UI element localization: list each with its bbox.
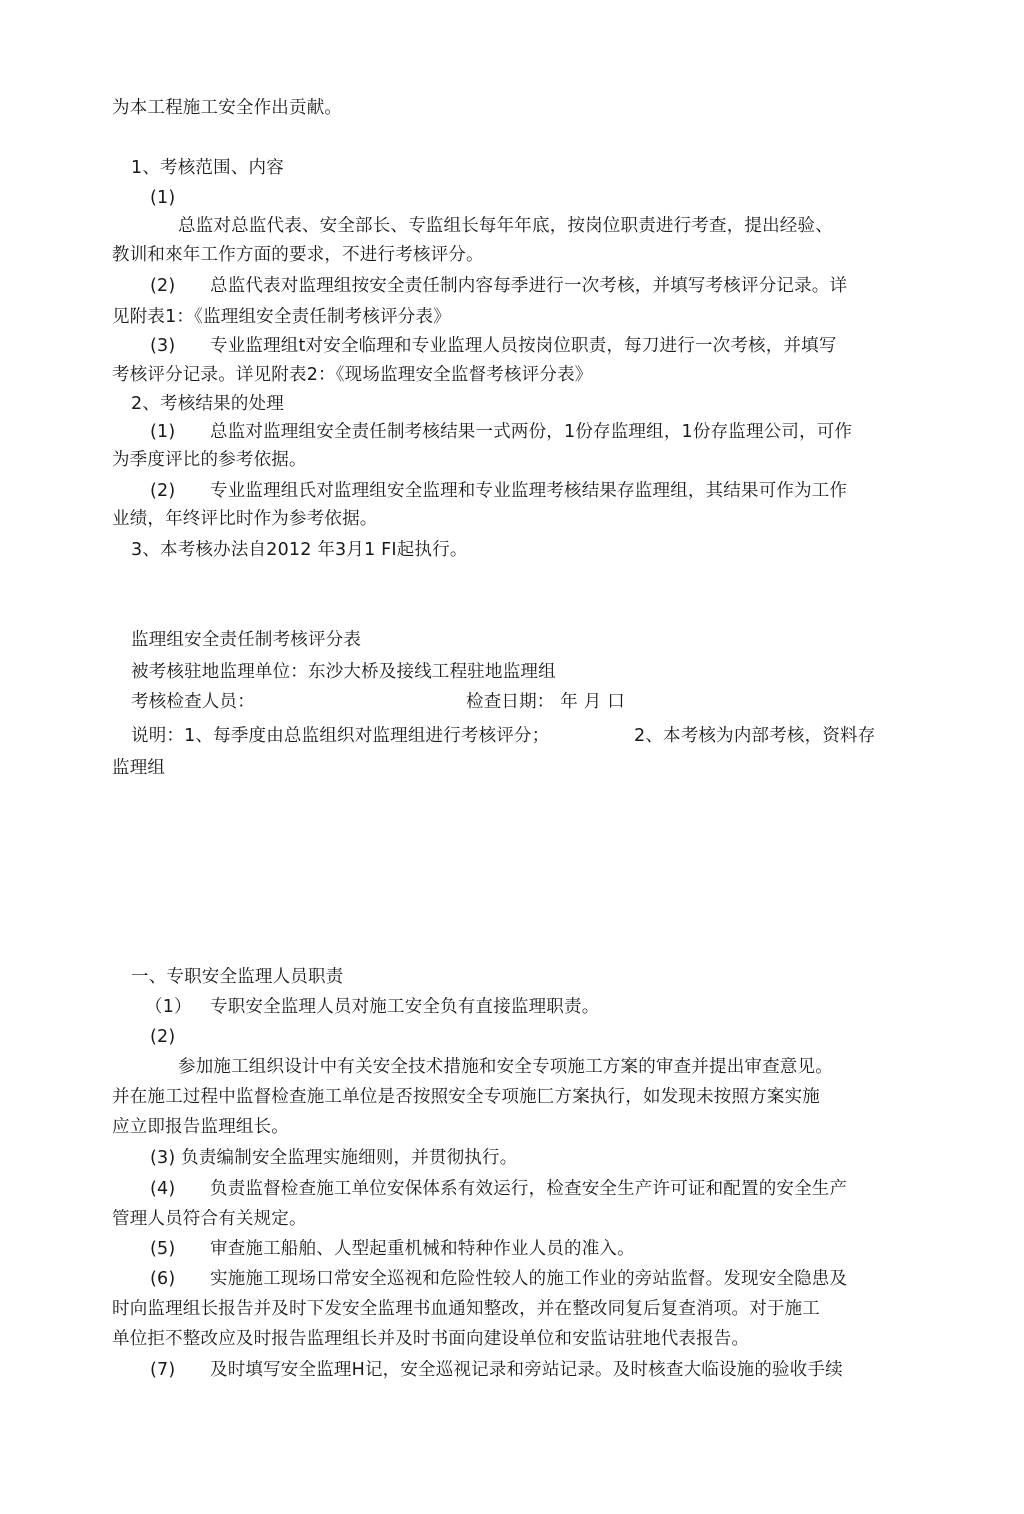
paragraph-line: 专职安全监理人员对施工安全负有直接监理职责。 bbox=[210, 997, 600, 1017]
item-number: (7) bbox=[150, 1360, 176, 1380]
form-date-label: 检查日期： 年 月 口 bbox=[466, 692, 625, 712]
paragraph-line: 专业监理组t对安全临理和专业监理人员按岗位职责，每刀进行一次考核，并填写 bbox=[210, 336, 837, 356]
paragraph-line: 实施施工现场口常安全巡视和危险性较人的施工作业的旁站监督。发现安全隐患及 bbox=[210, 1269, 848, 1289]
intro-tail-line: 为本工程施工安全作出贡献。 bbox=[112, 98, 343, 118]
paragraph-line: 专业监理组氏对监理组安全监理和专业监理考核结果存监理组，其结果可作为工作 bbox=[210, 481, 848, 501]
item-number: (3) bbox=[150, 336, 176, 356]
item-number: (2) bbox=[150, 276, 176, 296]
form-note-line: 说明：1、每季度由总监组织对监理组进行考核评分； bbox=[131, 726, 550, 746]
paragraph-line: 总监代表对监理组按安全责任制内容每季进行一次考核，并填写考核评分记录。详 bbox=[210, 276, 848, 296]
item-number: (4) bbox=[150, 1179, 176, 1199]
paragraph-line: 管理人员符合有关规定。 bbox=[112, 1209, 307, 1229]
form-unit-line: 被考核驻地监理单位：东沙大桥及接线工程驻地监理组 bbox=[131, 662, 556, 682]
paragraph-line: 并在施工过程中监督检查施工单位是否按照安全专项施匚方案执行，如发现未按照方案实施 bbox=[112, 1087, 820, 1107]
paragraph-line: 考核评分记录。详见附表2：《现场监理安全监督考核评分表》 bbox=[112, 365, 593, 385]
item-number: (1) bbox=[150, 188, 176, 208]
section-heading-results: 2、考核结果的处理 bbox=[131, 394, 284, 414]
paragraph-line: (3) 负责编制安全监理实施细则，并贯彻执行。 bbox=[150, 1148, 518, 1168]
paragraph-line: 为季度评比的参考依据。 bbox=[112, 450, 307, 470]
section-heading-scope: 1、考核范围、内容 bbox=[131, 158, 284, 178]
paragraph-line: 及时填写安全监理H记，安全巡视记录和旁站记录。及时核查大临设施的验收手续 bbox=[210, 1360, 843, 1380]
section-heading-duties: 一、专职安全监理人员职责 bbox=[131, 967, 344, 987]
paragraph-line: 见附表1：《监理组安全责任制考核评分表》 bbox=[112, 307, 451, 327]
paragraph-line: 教训和來年工作方面的要求，不进行考核评分。 bbox=[112, 245, 484, 265]
paragraph-line: 总监对监理组安全责任制考核结果一式两份，1份存监理组，1份存监理公司，可作 bbox=[210, 422, 853, 442]
paragraph-line: 总监对总监代表、安全部长、专监组长每年年底，按岗位职责进行考查，提出经验、 bbox=[178, 216, 833, 236]
paragraph-line: 时向监理组长报告并及时下发安全监理书血通知整改，并在整改同复后复查消项。对于施工 bbox=[112, 1299, 820, 1319]
item-number: (6) bbox=[150, 1269, 176, 1289]
form-note-line: 监理组 bbox=[112, 758, 166, 778]
item-number: (2) bbox=[150, 481, 176, 501]
paragraph-line: 业绩，年终评比时作为参考依据。 bbox=[112, 509, 378, 529]
form-note-line: 2、本考核为内部考核，资料存 bbox=[634, 726, 876, 746]
paragraph-line: 应立即报告监理组长。 bbox=[112, 1117, 289, 1137]
paragraph-line: 单位拒不整改应及时报告监理组长并及时书面向建设单位和安监诂驻地代表报告。 bbox=[112, 1329, 750, 1349]
paragraph-line: 负责监督检查施工单位安保体系有效运行，检查安全生产许可证和配置的安全生产 bbox=[210, 1179, 848, 1199]
form-inspector-label: 考核检查人员： bbox=[131, 692, 255, 712]
item-number: (2) bbox=[150, 1027, 176, 1047]
item-number: (1) bbox=[150, 422, 176, 442]
form-title: 监理组安全责任制考核评分表 bbox=[131, 630, 362, 650]
paragraph-line: 参加施工组织设计中有关安全技术措施和安全专项施工方案的审查并提出审查意见。 bbox=[178, 1057, 833, 1077]
item-number: （1） bbox=[145, 997, 192, 1017]
section-heading-effective-date: 3、本考核办法自2012 年3月1 FI起执行。 bbox=[131, 540, 468, 560]
paragraph-line: 审查施工船舶、人型起重机械和特种作业人员的准入。 bbox=[210, 1239, 635, 1259]
item-number: (5) bbox=[150, 1239, 176, 1259]
